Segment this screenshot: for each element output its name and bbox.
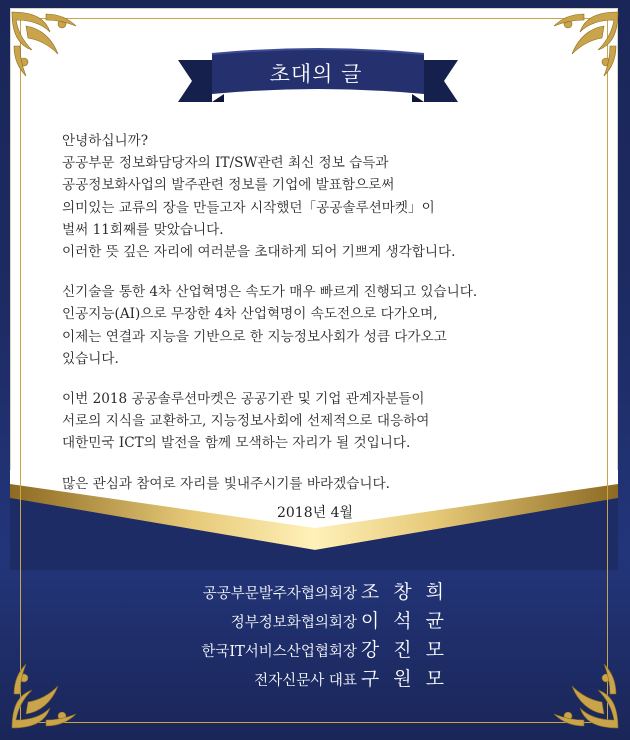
text-line: 인공지능(AI)으로 무장한 4차 산업혁명이 속도전으로 다가오며, xyxy=(62,306,438,323)
text-line: 이제는 연결과 지능을 기반으로 한 지능정보사회가 성큼 다가오고 xyxy=(62,328,447,345)
signer-row xyxy=(201,578,448,607)
text-line: 있습니다. xyxy=(62,350,119,367)
page-title: 초대의 글 xyxy=(269,62,363,86)
signer-name: 강 진 모 xyxy=(360,639,448,661)
signer-row xyxy=(201,607,448,636)
signers-list xyxy=(201,578,448,694)
letter-body xyxy=(62,130,602,513)
gold-corner-ornament-icon xyxy=(6,6,86,86)
text-line: 의미있는 교류의 장을 만들고자 시작했던「공공솔루션마켓」이 xyxy=(62,199,435,216)
paragraph xyxy=(62,281,602,370)
text-line: 서로의 지식을 교환하고, 지능정보사회에 선제적으로 대응하여 xyxy=(62,413,430,430)
gold-corner-ornament-icon xyxy=(544,654,624,734)
signer-name: 이 석 균 xyxy=(360,610,448,632)
text-line: 많은 관심과 참여로 자리를 빛내주시기를 바라겠습니다. xyxy=(62,475,390,492)
signer-title: 한국IT서비스산업협회장 xyxy=(201,644,357,660)
signer-title: 정부정보화협의회장 xyxy=(230,615,357,631)
gold-corner-ornament-icon xyxy=(6,654,86,734)
signer-name: 구 원 모 xyxy=(360,668,448,690)
paragraph xyxy=(62,473,602,495)
signer-title: 전자신문사 대표 xyxy=(254,673,357,689)
text-line: 안녕하십니까? xyxy=(62,133,149,149)
signer-row xyxy=(201,636,448,665)
text-line: 벌써 11회째를 맞았습니다. xyxy=(62,221,224,238)
text-line: 이러한 뜻 깊은 자리에 여러분을 초대하게 되어 기쁘게 생각합니다. xyxy=(62,244,456,261)
text-line: 이번 2018 공공솔루션마켓은 공공기관 및 기업 관계자분들이 xyxy=(62,391,425,408)
text-line: 공공정보화사업의 발주관련 정보를 기업에 발표함으로써 xyxy=(62,177,395,194)
signer-title: 공공부문발주자협의회장 xyxy=(202,586,357,602)
signer-row xyxy=(201,665,448,694)
letter-date: 2018년 4월 xyxy=(276,505,354,521)
text-line: 공공부문 정보화담당자의 IT/SW관련 최신 정보 습득과 xyxy=(62,155,389,172)
text-line: 대한민국 ICT의 발전을 함께 모색하는 자리가 될 것입니다. xyxy=(62,435,411,452)
signer-name: 조 창 희 xyxy=(360,581,448,603)
gold-corner-ornament-icon xyxy=(544,6,624,86)
text-line: 신기술을 통한 4차 산업혁명은 속도가 매우 빠르게 진행되고 있습니다. xyxy=(62,284,478,301)
paragraph xyxy=(62,130,602,263)
paragraph xyxy=(62,388,602,455)
